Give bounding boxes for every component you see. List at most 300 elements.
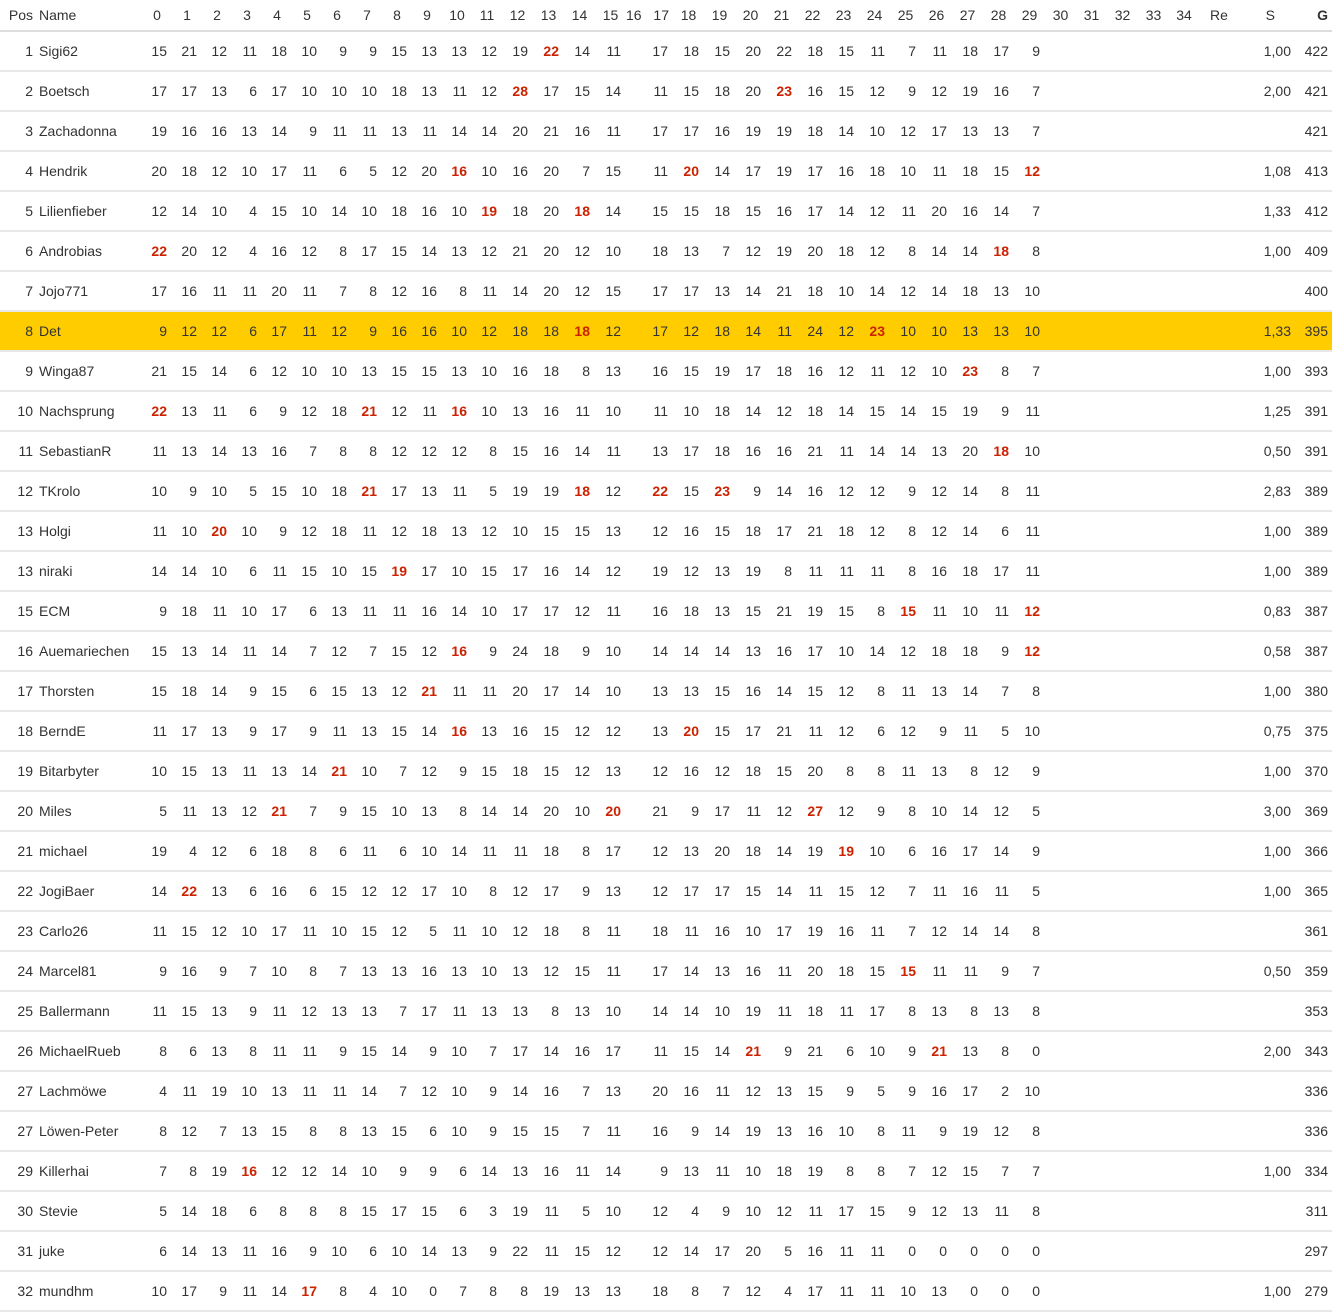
matchday-header-10: 10	[442, 0, 472, 31]
score-cell: 17	[262, 711, 292, 751]
score-cell: 13	[352, 351, 382, 391]
score-cell: 15	[828, 71, 859, 111]
top-score-cell: 16	[442, 711, 472, 751]
score-cell	[1076, 111, 1107, 151]
s-cell: 1,25	[1239, 391, 1295, 431]
score-cell: 10	[322, 351, 352, 391]
score-cell	[1045, 1111, 1076, 1151]
score-cell: 16	[735, 671, 766, 711]
score-cell: 19	[797, 911, 828, 951]
score-cell: 10	[232, 511, 262, 551]
score-cell: 14	[202, 351, 232, 391]
score-cell: 16	[673, 751, 704, 791]
score-cell	[1169, 1231, 1199, 1271]
score-cell: 14	[983, 911, 1014, 951]
score-cell: 18	[172, 671, 202, 711]
score-cell	[1045, 711, 1076, 751]
top-score-cell: 21	[412, 671, 442, 711]
score-cell	[626, 351, 642, 391]
position-cell: 31	[0, 1231, 37, 1271]
score-cell: 13	[595, 1071, 626, 1111]
score-cell: 9	[1014, 831, 1045, 871]
score-cell: 5	[232, 471, 262, 511]
score-cell	[1107, 871, 1138, 911]
score-cell: 14	[673, 1231, 704, 1271]
score-cell: 8	[142, 1111, 172, 1151]
score-cell	[1107, 391, 1138, 431]
score-cell: 10	[142, 471, 172, 511]
player-name-cell: Winga87	[37, 351, 142, 391]
score-cell	[1169, 831, 1199, 871]
score-cell	[626, 151, 642, 191]
score-cell: 12	[564, 271, 595, 311]
position-cell: 5	[0, 191, 37, 231]
score-cell: 13	[442, 31, 472, 71]
score-cell: 8	[890, 991, 921, 1031]
score-cell: 14	[172, 191, 202, 231]
score-cell: 17	[735, 151, 766, 191]
score-cell: 8	[859, 1111, 890, 1151]
top-score-cell: 23	[704, 471, 735, 511]
score-cell: 7	[564, 1111, 595, 1151]
score-cell	[1045, 1231, 1076, 1271]
score-cell	[1138, 911, 1169, 951]
score-cell: 17	[735, 351, 766, 391]
score-cell: 15	[828, 591, 859, 631]
score-cell: 12	[382, 271, 412, 311]
score-cell: 19	[502, 1191, 533, 1231]
score-cell: 19	[735, 991, 766, 1031]
score-cell: 17	[382, 1191, 412, 1231]
score-cell: 20	[502, 671, 533, 711]
score-cell: 9	[442, 751, 472, 791]
score-cell: 8	[1014, 991, 1045, 1031]
score-cell: 4	[172, 831, 202, 871]
score-cell	[1107, 711, 1138, 751]
score-cell: 10	[262, 951, 292, 991]
score-cell: 15	[595, 271, 626, 311]
score-cell: 14	[921, 271, 952, 311]
table-row	[0, 991, 1332, 1031]
score-cell: 15	[502, 1111, 533, 1151]
score-cell: 17	[595, 831, 626, 871]
score-cell: 20	[172, 231, 202, 271]
score-cell: 13	[502, 1151, 533, 1191]
score-cell: 17	[673, 111, 704, 151]
score-cell: 15	[502, 431, 533, 471]
table-row	[0, 631, 1332, 671]
score-cell: 7	[292, 631, 322, 671]
score-cell: 8	[890, 551, 921, 591]
score-cell: 13	[442, 511, 472, 551]
table-row	[0, 1151, 1332, 1191]
score-cell	[1138, 991, 1169, 1031]
score-cell	[626, 951, 642, 991]
score-cell	[1107, 311, 1138, 351]
score-cell: 17	[142, 271, 172, 311]
score-cell: 14	[735, 271, 766, 311]
score-cell: 8	[352, 431, 382, 471]
score-cell: 13	[952, 111, 983, 151]
score-cell: 19	[202, 1071, 232, 1111]
score-cell: 8	[1014, 911, 1045, 951]
score-cell: 6	[292, 671, 322, 711]
score-cell: 11	[797, 711, 828, 751]
score-cell: 9	[642, 1151, 673, 1191]
score-cell: 17	[533, 71, 564, 111]
score-cell	[1107, 31, 1138, 71]
score-cell	[1045, 911, 1076, 951]
score-cell: 16	[533, 1151, 564, 1191]
score-cell: 18	[797, 111, 828, 151]
score-cell: 9	[673, 1111, 704, 1151]
score-cell: 24	[797, 311, 828, 351]
score-cell: 17	[952, 831, 983, 871]
score-cell: 13	[921, 1271, 952, 1311]
top-score-cell: 16	[442, 391, 472, 431]
score-cell: 18	[533, 351, 564, 391]
score-cell: 8	[472, 1271, 502, 1311]
score-cell	[1138, 1151, 1169, 1191]
table-row	[0, 1031, 1332, 1071]
score-cell: 18	[502, 751, 533, 791]
score-cell: 18	[797, 991, 828, 1031]
matchday-header-9: 9	[412, 0, 442, 31]
score-cell	[1169, 791, 1199, 831]
table-row	[0, 1071, 1332, 1111]
score-cell: 12	[828, 671, 859, 711]
top-score-cell: 22	[142, 391, 172, 431]
score-cell: 11	[859, 351, 890, 391]
score-cell: 20	[735, 71, 766, 111]
score-cell: 18	[766, 1151, 797, 1191]
score-cell: 16	[172, 271, 202, 311]
score-cell: 15	[262, 471, 292, 511]
score-cell: 14	[202, 431, 232, 471]
score-cell: 10	[202, 471, 232, 511]
total-points-cell: 422	[1295, 31, 1332, 71]
score-cell: 11	[673, 911, 704, 951]
score-cell: 17	[595, 1031, 626, 1071]
score-cell: 11	[859, 1271, 890, 1311]
score-cell: 11	[735, 791, 766, 831]
score-cell: 18	[502, 311, 533, 351]
score-cell: 12	[766, 1191, 797, 1231]
score-cell: 11	[1014, 471, 1045, 511]
table-row	[0, 951, 1332, 991]
score-cell: 0	[412, 1271, 442, 1311]
table-row	[0, 591, 1332, 631]
score-cell: 10	[564, 791, 595, 831]
score-cell: 14	[564, 431, 595, 471]
score-cell: 14	[952, 911, 983, 951]
score-cell: 9	[412, 1031, 442, 1071]
top-score-cell: 19	[828, 831, 859, 871]
score-cell: 19	[642, 551, 673, 591]
player-name-cell: Nachsprung	[37, 391, 142, 431]
score-cell	[1045, 71, 1076, 111]
score-cell	[1138, 1071, 1169, 1111]
total-points-cell: 389	[1295, 511, 1332, 551]
score-cell: 18	[859, 151, 890, 191]
score-cell	[626, 751, 642, 791]
total-points-cell: 412	[1295, 191, 1332, 231]
score-cell	[1107, 511, 1138, 551]
score-cell: 6	[352, 1231, 382, 1271]
score-cell: 11	[232, 271, 262, 311]
score-cell: 15	[322, 671, 352, 711]
score-cell: 7	[382, 991, 412, 1031]
score-cell: 8	[322, 431, 352, 471]
score-cell: 11	[292, 1071, 322, 1111]
score-cell: 18	[322, 471, 352, 511]
score-cell: 18	[172, 591, 202, 631]
total-points-cell: 311	[1295, 1191, 1332, 1231]
top-score-cell: 21	[262, 791, 292, 831]
score-cell: 6	[442, 1191, 472, 1231]
score-cell: 21	[766, 271, 797, 311]
score-cell: 15	[673, 351, 704, 391]
top-score-cell: 16	[442, 151, 472, 191]
score-cell: 10	[322, 1231, 352, 1271]
score-cell	[626, 1071, 642, 1111]
s-cell: 1,08	[1239, 151, 1295, 191]
score-cell: 7	[890, 871, 921, 911]
total-points-cell: 297	[1295, 1231, 1332, 1271]
score-cell: 11	[828, 431, 859, 471]
score-cell: 11	[595, 111, 626, 151]
score-cell: 18	[673, 591, 704, 631]
score-cell: 18	[322, 511, 352, 551]
score-cell: 17	[412, 551, 442, 591]
score-cell: 10	[442, 1031, 472, 1071]
score-cell: 11	[472, 671, 502, 711]
s-header: S	[1239, 0, 1295, 31]
score-cell	[1138, 1191, 1169, 1231]
score-cell: 15	[352, 1191, 382, 1231]
score-cell: 9	[890, 1191, 921, 1231]
score-cell: 5	[352, 151, 382, 191]
score-cell: 12	[564, 231, 595, 271]
score-cell	[1076, 151, 1107, 191]
score-cell: 19	[797, 1151, 828, 1191]
matchday-header-11: 11	[472, 0, 502, 31]
player-name-cell: Auemariechen	[37, 631, 142, 671]
score-cell: 10	[382, 791, 412, 831]
score-cell: 13	[382, 951, 412, 991]
score-cell	[1169, 391, 1199, 431]
score-cell: 15	[766, 751, 797, 791]
score-cell: 15	[564, 951, 595, 991]
score-cell	[1169, 631, 1199, 671]
score-cell: 2	[983, 1071, 1014, 1111]
score-cell: 13	[202, 1231, 232, 1271]
score-cell: 5	[1014, 871, 1045, 911]
score-cell	[1045, 1151, 1076, 1191]
score-cell: 11	[262, 1031, 292, 1071]
score-cell: 15	[172, 911, 202, 951]
score-cell: 8	[232, 1031, 262, 1071]
score-cell: 15	[564, 511, 595, 551]
score-cell: 15	[382, 631, 412, 671]
player-name-cell: Thorsten	[37, 671, 142, 711]
score-cell: 14	[172, 1191, 202, 1231]
matchday-header-30: 30	[1045, 0, 1076, 31]
score-cell: 11	[232, 31, 262, 71]
score-cell: 15	[673, 191, 704, 231]
score-cell: 9	[382, 1151, 412, 1191]
score-cell: 14	[704, 151, 735, 191]
player-name-cell: Androbias	[37, 231, 142, 271]
score-cell: 14	[202, 671, 232, 711]
score-cell: 13	[983, 311, 1014, 351]
score-cell: 7	[890, 1151, 921, 1191]
score-cell: 6	[292, 591, 322, 631]
re-cell	[1199, 551, 1239, 591]
score-cell: 16	[172, 111, 202, 151]
score-cell: 17	[642, 31, 673, 71]
score-cell: 7	[1014, 1151, 1045, 1191]
score-cell: 14	[595, 1151, 626, 1191]
score-cell: 15	[983, 151, 1014, 191]
score-cell: 17	[502, 591, 533, 631]
score-cell: 11	[828, 1271, 859, 1311]
score-cell: 11	[983, 871, 1014, 911]
matchday-header-2: 2	[202, 0, 232, 31]
score-cell	[1169, 1271, 1199, 1311]
score-cell: 14	[382, 1031, 412, 1071]
score-cell	[1138, 511, 1169, 551]
score-cell	[1107, 991, 1138, 1031]
matchday-header-22: 22	[797, 0, 828, 31]
score-cell: 11	[595, 591, 626, 631]
table-row	[0, 831, 1332, 871]
total-points-cell: 365	[1295, 871, 1332, 911]
score-cell: 13	[262, 751, 292, 791]
top-score-cell: 15	[890, 591, 921, 631]
position-cell: 4	[0, 151, 37, 191]
score-cell: 18	[797, 31, 828, 71]
score-cell: 10	[828, 1111, 859, 1151]
score-cell: 17	[642, 311, 673, 351]
top-score-cell: 21	[921, 1031, 952, 1071]
score-cell	[1169, 951, 1199, 991]
score-cell	[626, 1031, 642, 1071]
score-cell: 17	[262, 311, 292, 351]
score-cell	[1107, 471, 1138, 511]
score-cell	[1076, 231, 1107, 271]
score-cell: 19	[766, 231, 797, 271]
score-cell: 7	[1014, 71, 1045, 111]
score-cell: 12	[142, 191, 172, 231]
score-cell: 9	[859, 791, 890, 831]
score-cell: 13	[952, 1191, 983, 1231]
score-cell	[1045, 791, 1076, 831]
score-cell	[1107, 231, 1138, 271]
matchday-header-4: 4	[262, 0, 292, 31]
score-cell: 9	[322, 791, 352, 831]
score-cell: 14	[412, 231, 442, 271]
score-cell	[1076, 751, 1107, 791]
score-cell	[1107, 1231, 1138, 1271]
s-cell: 1,00	[1239, 351, 1295, 391]
score-cell: 18	[262, 31, 292, 71]
score-cell: 18	[533, 831, 564, 871]
score-cell: 18	[921, 631, 952, 671]
score-cell: 6	[232, 871, 262, 911]
position-cell: 25	[0, 991, 37, 1031]
score-cell: 10	[595, 1191, 626, 1231]
score-cell	[1076, 271, 1107, 311]
score-cell	[1138, 1271, 1169, 1311]
score-cell	[1107, 271, 1138, 311]
top-score-cell: 21	[322, 751, 352, 791]
s-cell	[1239, 1071, 1295, 1111]
table-row	[0, 71, 1332, 111]
score-cell	[1076, 1231, 1107, 1271]
score-cell	[1107, 351, 1138, 391]
score-cell: 14	[412, 711, 442, 751]
score-cell: 21	[533, 111, 564, 151]
score-cell	[1169, 1151, 1199, 1191]
top-score-cell: 16	[442, 631, 472, 671]
score-cell: 11	[704, 1151, 735, 1191]
s-cell: 1,00	[1239, 831, 1295, 871]
score-cell: 6	[232, 551, 262, 591]
score-cell: 16	[412, 951, 442, 991]
score-cell: 11	[262, 551, 292, 591]
score-cell	[1045, 951, 1076, 991]
score-cell: 19	[952, 71, 983, 111]
score-cell	[1045, 471, 1076, 511]
score-cell: 16	[172, 951, 202, 991]
score-cell: 15	[382, 711, 412, 751]
score-cell: 17	[502, 551, 533, 591]
score-cell	[1138, 71, 1169, 111]
score-cell: 8	[564, 911, 595, 951]
score-cell	[1169, 1111, 1199, 1151]
matchday-header-7: 7	[352, 0, 382, 31]
score-cell: 11	[828, 551, 859, 591]
score-cell: 12	[735, 1071, 766, 1111]
score-cell: 14	[262, 111, 292, 151]
score-cell	[1169, 431, 1199, 471]
score-cell: 13	[202, 751, 232, 791]
score-cell: 8	[952, 751, 983, 791]
score-cell: 18	[704, 431, 735, 471]
score-cell: 6	[232, 391, 262, 431]
table-row	[0, 1191, 1332, 1231]
score-cell: 8	[322, 1191, 352, 1231]
score-cell: 18	[172, 151, 202, 191]
score-cell: 13	[921, 991, 952, 1031]
score-cell: 8	[859, 591, 890, 631]
score-cell	[1045, 31, 1076, 71]
score-cell: 8	[292, 1111, 322, 1151]
score-cell: 11	[921, 871, 952, 911]
score-cell: 14	[172, 1231, 202, 1271]
score-cell: 15	[352, 1031, 382, 1071]
score-cell	[1138, 591, 1169, 631]
score-cell: 14	[766, 671, 797, 711]
score-cell: 11	[412, 391, 442, 431]
score-cell: 10	[292, 71, 322, 111]
score-cell: 0	[952, 1271, 983, 1311]
re-cell	[1199, 271, 1239, 311]
score-cell: 18	[642, 231, 673, 271]
score-cell: 11	[595, 31, 626, 71]
total-points-cell: 409	[1295, 231, 1332, 271]
